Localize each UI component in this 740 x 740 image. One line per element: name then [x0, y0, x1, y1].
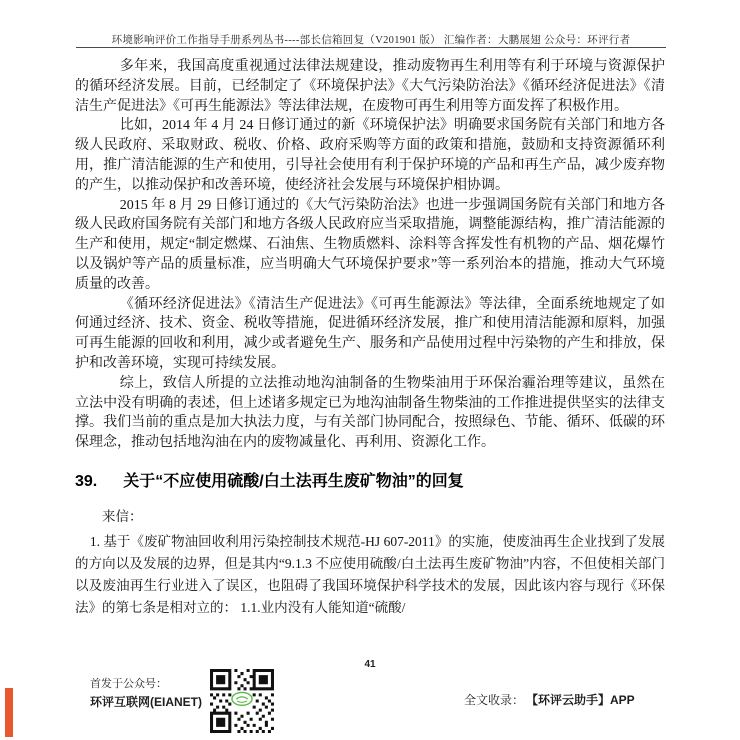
document-header-text: 环境影响评价工作指导手册系列丛书----部长信箱回复（V201901 版） 汇编作者：大鹏展翅 公众号：环评行者: [111, 35, 631, 46]
body-paragraph: 综上，致信人所提的立法推动地沟油制备的生物柴油用于环保治霾治理等建议，虽然在立法中没有明确的表述，但上述诸多规定已为地沟油制备生物柴油的工作推进提供坚实的法律支撑。我们当前的重点是加大执法力度，与有关部门协同配合，按照绿色、节能、循环、低碳的环保理念，推动包括地沟油在内的废物减量化、再利用、资源化工作。: [75, 375, 665, 451]
footer-app-name: 【环评云助手】APP: [532, 693, 635, 707]
body-paragraph: 多年来，我国高度重视通过法律法规建设，推动废物再生利用等有利于环境与资源保护的循环经济发展。目前，已经制定了《环境保护法》《大气污染防治法》《循环经济促进法》《清洁生产促进法》《可再生能源法》等法律法规，在废物可再生利用等方面发挥了积极作用。: [75, 59, 665, 114]
header-divider: [76, 47, 666, 48]
page-number: 41: [364, 659, 376, 670]
footer-publisher-line1: 首发于公众号：: [90, 678, 167, 690]
footer-app-note: [464, 691, 635, 708]
footer-app-label: 全文收录：: [464, 693, 525, 707]
section-number: 39.: [75, 472, 98, 490]
body-paragraph: 《循环经济促进法》《清洁生产促进法》《可再生能源法》等法律，全面系统地规定了如何通过经济、技术、资金、税收等措施，促进循环经济发展，推广和使用清洁能源和原料，加强可再生能源的回收和利用，减少或者避免生产、服务和产品使用过程中污染物的产生和排放，保护和改善环境，实现可持续发展。: [75, 296, 665, 371]
section-heading: [75, 468, 665, 491]
qr-code: [210, 669, 274, 733]
document-body: [75, 57, 665, 619]
section-title: 关于“不应使用硫酸/白土法再生废矿物油”的回复: [123, 472, 464, 490]
letter-label: 来信：: [102, 508, 143, 524]
letter-paragraph: 1. 基于《废矿物油回收利用污染控制技术规范-HJ 607-2011》的实施，使废油再生企业找到了发展的方向以及发展的边界，但是其内“9.1.3 不应使用硫酸/白土法再生废矿物油”内容，不但使相关部门以及废油再生行业进入了误区，也阻碍了我国环境保护科学技术的发展，因此该内容与现行《环保法》的第七条是相对立的： 1.1.业内没有人能知道“硫酸/: [75, 533, 665, 615]
accent-bar: [5, 688, 13, 737]
body-paragraph: 2015 年 8 月 29 日修订通过的《大气污染防治法》也进一步强调国务院有关部门和地方各级人民政府国务院有关部门和地方各级人民政府应当采取措施，调整能源结构，推广清洁能源的生产和使用，规定“制定燃煤、石油焦、生物质燃料、涂料等含挥发性有机物的产品、烟花爆竹以及锅炉等产品的质量标准，应当明确大气环境保护要求”等一系列治本的措施，推动大气环境质量的改善。: [75, 197, 665, 292]
qr-center-logo: [231, 691, 254, 706]
footer-publisher-line2: 环评互联网(EIANET): [90, 695, 202, 709]
body-paragraph: 比如，2014 年 4 月 24 日修订通过的新《环境保护法》明确要求国务院有关部门和地方各级人民政府、采取财政、税收、价格、政府采购等方面的政策和措施，鼓励和支持资源循环利用，推广清洁能源的生产和使用，引导社会使用有利于保护环境的产品和再生产品，减少废弃物的产生，以推动保护和改善环境，使经济社会发展与环境保护相协调。: [75, 118, 665, 193]
footer-publisher: [90, 675, 202, 710]
